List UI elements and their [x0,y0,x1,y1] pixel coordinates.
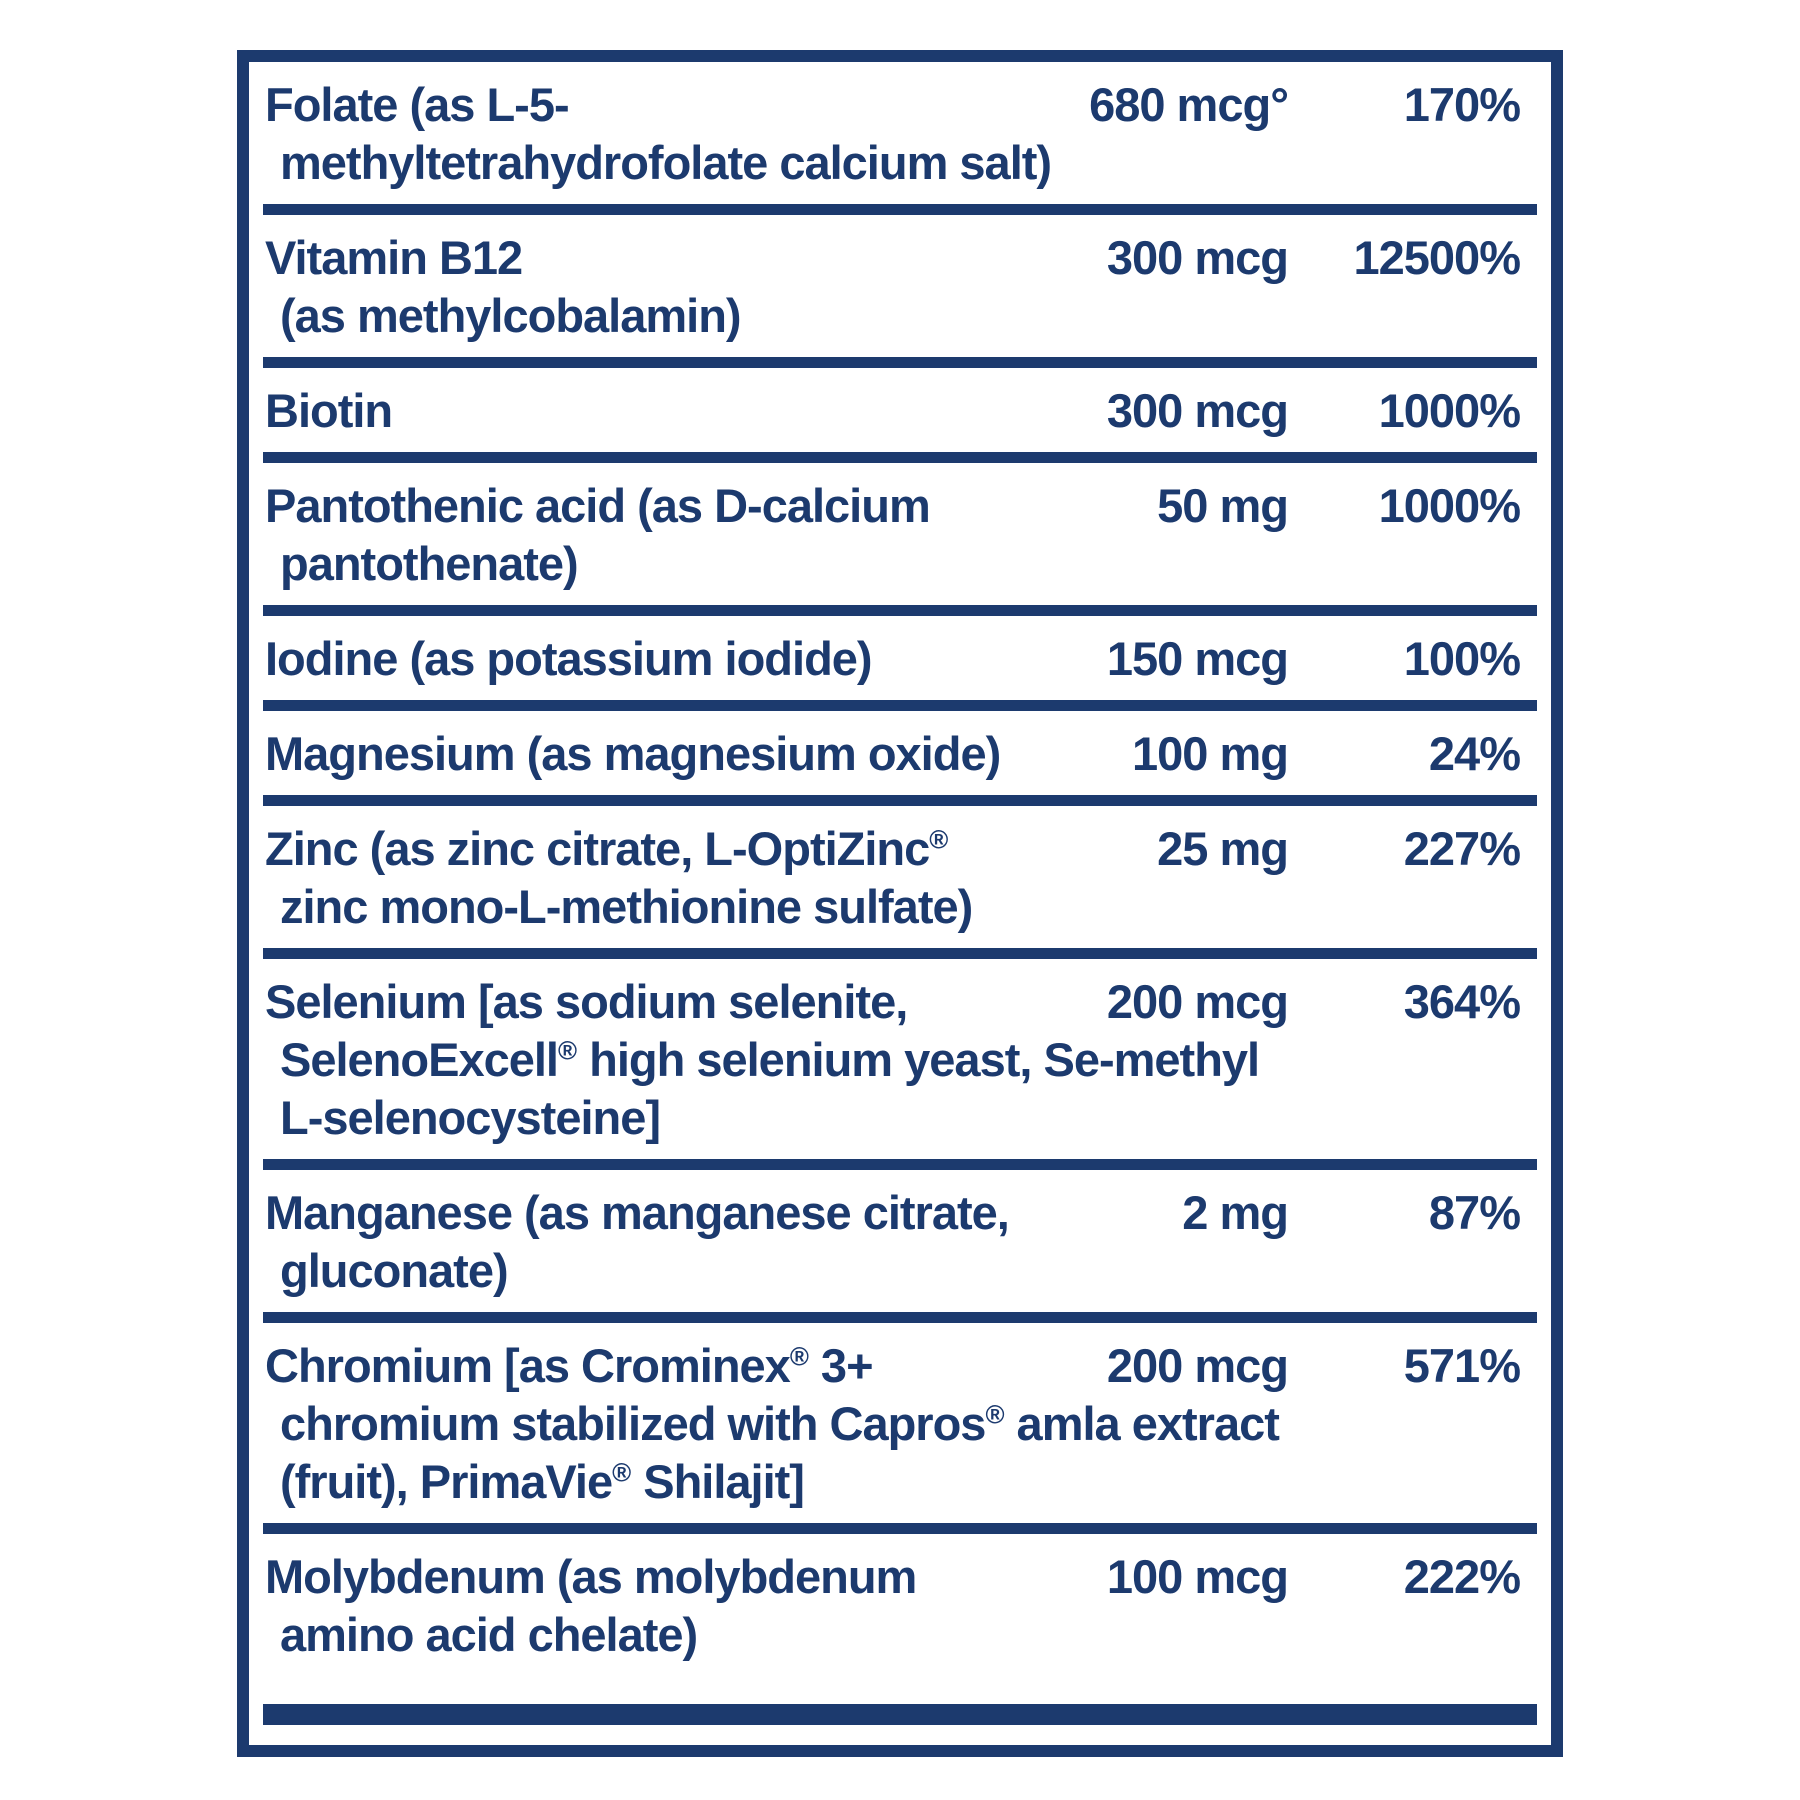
nutrient-amount: 50 mg [1157,479,1288,532]
table-row-first-line [265,725,1535,783]
nutrient-name-continued: amino acid chelate) [280,1608,698,1661]
nutrient-amount: 680 mcg° [1089,78,1288,131]
nutrient-amount: 300 mcg [1106,384,1288,437]
nutrient-name: Manganese (as manganese citrate, [265,1186,1009,1239]
table-row [249,1170,1551,1312]
nutrient-name-continued: gluconate) [280,1244,508,1297]
table-row [249,463,1551,605]
table-row-first-line [265,1337,1535,1395]
nutrient-name: Biotin [265,384,393,437]
nutrient-name: Pantothenic acid (as D-calcium [265,479,930,532]
nutrient-name: Zinc (as zinc citrate, L-OptiZinc® [265,822,949,875]
table-footer-bar [263,1704,1537,1725]
nutrient-name: Vitamin B12 [265,231,523,284]
nutrient-dv: 1000% [1378,479,1520,532]
row-divider [263,795,1537,806]
table-row-first-line [265,820,1535,878]
row-divider [263,1523,1537,1534]
table-row [249,1323,1551,1523]
table-row-first-line [265,973,1535,1031]
nutrient-name-continued: SelenoExcell® high selenium yeast, Se-methyl [280,1033,1260,1086]
nutrient-name-continued: (fruit), PrimaVie® Shilajit] [280,1455,804,1508]
table-row-first-line [265,76,1535,134]
nutrient-amount: 100 mg [1132,727,1288,780]
row-divider [263,605,1537,616]
row-divider [263,700,1537,711]
table-row-first-line [265,229,1535,287]
nutrient-dv: 170% [1403,78,1520,131]
nutrient-name: Iodine (as potassium iodide) [265,632,872,685]
nutrient-name-continued: (as methylcobalamin) [280,289,741,342]
nutrient-name: Magnesium (as magnesium oxide) [265,727,1001,780]
nutrient-amount: 100 mcg [1106,1550,1288,1603]
nutrient-amount: 300 mcg [1106,231,1288,284]
table-row [249,806,1551,948]
table-row [249,959,1551,1159]
nutrient-name-continued: chromium stabilized with Capros® amla extract [280,1397,1279,1450]
table-row-first-line [265,1548,1535,1606]
supplement-facts-table [237,50,1563,1757]
row-divider [263,357,1537,368]
nutrient-amount: 200 mcg [1106,1339,1288,1392]
table-row [249,711,1551,795]
nutrient-name-continued: pantothenate) [280,537,578,590]
nutrient-dv: 1000% [1378,384,1520,437]
row-divider [263,948,1537,959]
row-divider [263,204,1537,215]
nutrient-amount: 150 mcg [1106,632,1288,685]
rows-container [249,62,1551,1676]
row-divider [263,1312,1537,1323]
nutrient-dv: 227% [1403,822,1520,875]
nutrient-name-continued: methyltetrahydrofolate calcium salt) [280,136,1052,189]
table-row-first-line [265,1184,1535,1242]
nutrient-name-continued: zinc mono-L-methionine sulfate) [280,880,973,933]
nutrient-name: Folate (as L-5- [265,78,569,131]
nutrient-dv: 571% [1403,1339,1520,1392]
nutrient-name: Chromium [as Crominex® 3+ [265,1339,873,1392]
nutrient-name: Selenium [as sodium selenite, [265,975,908,1028]
nutrient-amount: 2 mg [1182,1186,1288,1239]
nutrient-dv: 222% [1403,1550,1520,1603]
nutrient-dv: 87% [1428,1186,1520,1239]
nutrient-amount: 200 mcg [1106,975,1288,1028]
nutrient-name: Molybdenum (as molybdenum [265,1550,917,1603]
table-row [249,616,1551,700]
row-divider [263,452,1537,463]
table-row [249,368,1551,452]
row-divider [263,1159,1537,1170]
nutrient-dv: 24% [1428,727,1520,780]
nutrient-dv: 12500% [1353,231,1520,284]
table-row-first-line [265,630,1535,688]
table-row-first-line [265,477,1535,535]
table-row-first-line [265,382,1535,440]
nutrient-dv: 364% [1403,975,1520,1028]
table-row [249,1534,1551,1676]
table-row [249,215,1551,357]
table-row [249,62,1551,204]
nutrient-amount: 25 mg [1157,822,1288,875]
nutrient-dv: 100% [1403,632,1520,685]
nutrient-name-continued: L-selenocysteine] [280,1091,661,1144]
